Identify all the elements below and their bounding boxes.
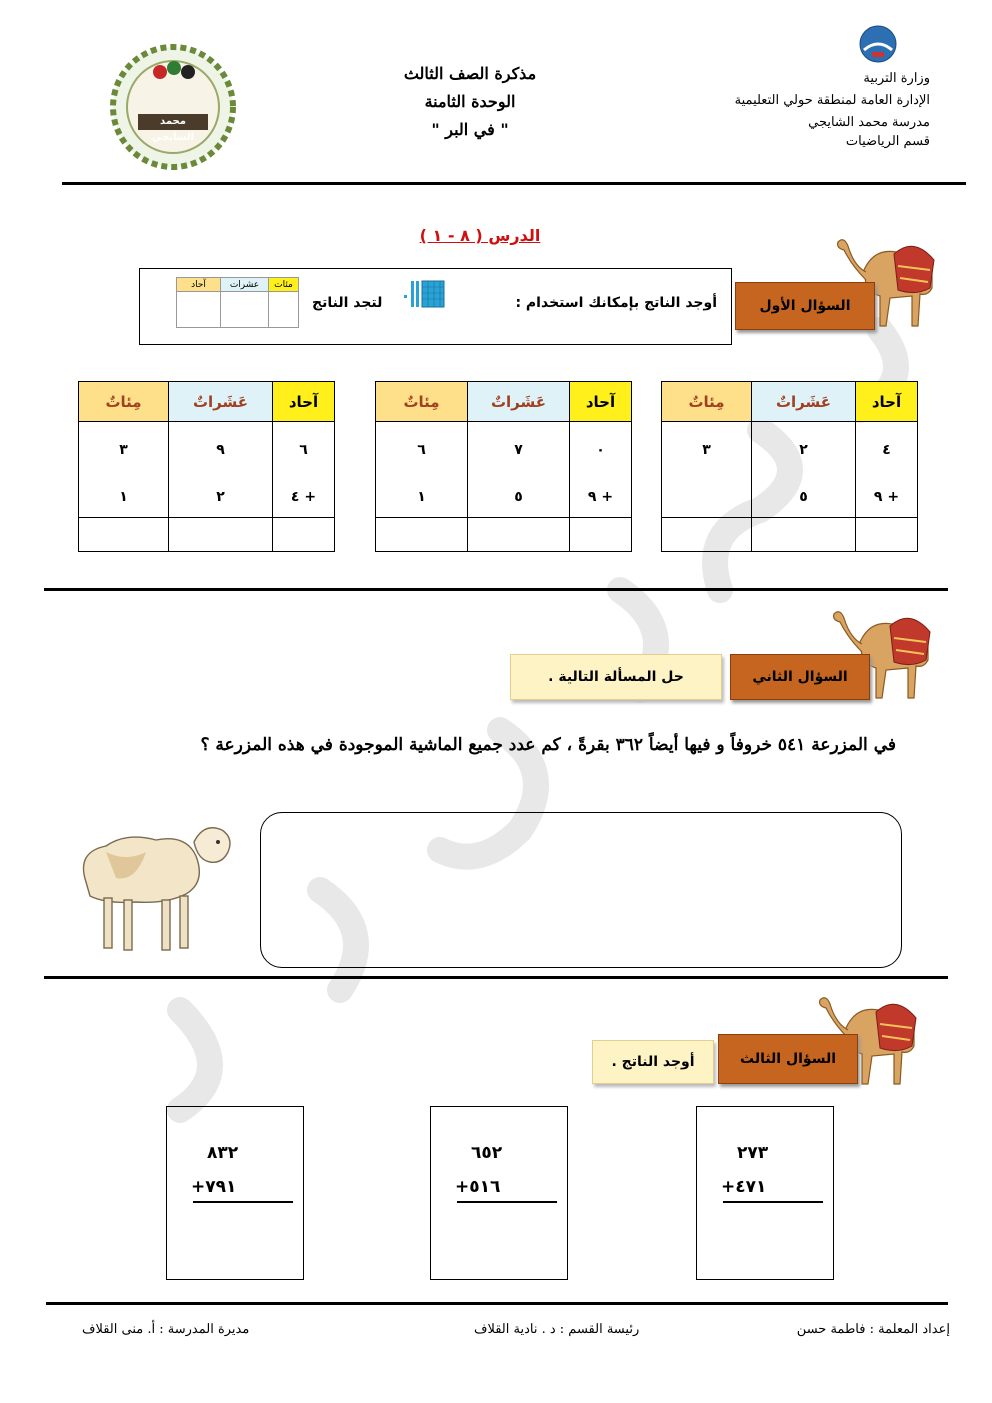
mini-cell[interactable] <box>177 292 221 328</box>
title-line: الوحدة الثامنة <box>424 92 516 111</box>
header-ones: آحاد <box>273 382 335 422</box>
sheep-icon <box>66 812 238 962</box>
ministry-block <box>670 68 930 150</box>
addition-box <box>696 1106 834 1280</box>
header-hundreds: مِئاتٌ <box>79 382 169 422</box>
header-ones: آحاد <box>856 382 918 422</box>
header-hundreds: مِئاتٌ <box>662 382 752 422</box>
header-ones: آحاد <box>570 382 632 422</box>
sum-line <box>457 1201 557 1203</box>
digit-cell: ٢ <box>752 422 856 478</box>
digit-cell: ٦ <box>376 422 468 478</box>
place-value-table <box>661 381 918 552</box>
instruction-text: أوجد الناتج بإمكانك استخدام : <box>515 295 717 311</box>
digit-cell: ٥ <box>752 478 856 518</box>
digit-cell: ٥ <box>468 478 570 518</box>
digit-cell: ٠ <box>570 422 632 478</box>
answer-cell[interactable] <box>273 518 335 552</box>
divider <box>44 976 948 979</box>
answer-cell[interactable] <box>856 518 918 552</box>
lesson-title: الدرس ( ٨ - ١ ) <box>419 226 541 245</box>
divider <box>46 1302 948 1305</box>
school-logo <box>108 42 238 172</box>
sum-line <box>193 1201 293 1203</box>
addend-top: ٢٧٣ <box>737 1143 769 1163</box>
mini-header-ones: آحاد <box>177 278 221 292</box>
digit-cell: + ٤ <box>273 478 335 518</box>
addend-bottom: +٧٩١ <box>191 1177 237 1197</box>
digit-cell: ٦ <box>273 422 335 478</box>
divider <box>62 182 966 185</box>
ministry-line: مدرسة محمد الشايجي <box>808 115 930 130</box>
place-value-table <box>375 381 632 552</box>
answer-box[interactable] <box>260 812 902 968</box>
digit-cell: ٣ <box>662 422 752 478</box>
answer-cell[interactable] <box>79 518 169 552</box>
digit-cell: + ٩ <box>570 478 632 518</box>
base-ten-blocks-icon <box>392 279 452 313</box>
digit-cell: ٤ <box>856 422 918 478</box>
mini-header-tens: عشرات <box>221 278 269 292</box>
ministry-emblem <box>858 24 898 64</box>
question-two-instruction: حل المسألة التالية . <box>510 654 722 700</box>
addend-top: ٨٣٢ <box>207 1143 239 1163</box>
digit-cell: ٢ <box>169 478 273 518</box>
mini-header-hundreds: مئات <box>269 278 299 292</box>
footer-department-head: رئيسة القسم : د . نادية القلاف <box>474 1322 640 1337</box>
addend-bottom: +٥١٦ <box>455 1177 501 1197</box>
digit-cell: ١ <box>79 478 169 518</box>
digit-cell: ٩ <box>169 422 273 478</box>
answer-cell[interactable] <box>376 518 468 552</box>
digit-cell: + ٩ <box>856 478 918 518</box>
footer-principal: مديرة المدرسة : أ. منى القلاف <box>82 1322 250 1337</box>
mini-place-value-chart <box>176 277 299 328</box>
question-three-badge: السؤال الثالث <box>718 1034 858 1084</box>
instruction-end-text: لتجد الناتج <box>312 295 383 311</box>
answer-cell[interactable] <box>752 518 856 552</box>
word-problem: في المزرعة ٥٤١ خروفاً و فيها أيضاً ٣٦٢ بقرةً ، كم عدد جميع الماشية الموجودة في هذه المزرعة ؟ <box>200 735 896 755</box>
question-two-badge: السؤال الثاني <box>730 654 870 700</box>
question-one-badge: السؤال الأول <box>735 282 875 330</box>
question-one-instruction-box <box>139 268 732 345</box>
addend-top: ٦٥٢ <box>471 1143 503 1163</box>
addend-bottom: +٤٧١ <box>721 1177 767 1197</box>
question-three-instruction: أوجد الناتج . <box>592 1040 714 1084</box>
ministry-line: الإدارة العامة لمنطقة حولي التعليمية <box>734 93 930 108</box>
header-tens: عَشَراتٌ <box>169 382 273 422</box>
answer-cell[interactable] <box>570 518 632 552</box>
header-tens: عَشَراتٌ <box>752 382 856 422</box>
header-tens: عَشَراتٌ <box>468 382 570 422</box>
ministry-line: قسم الرياضيات <box>845 134 930 149</box>
sum-line <box>723 1201 823 1203</box>
mini-cell[interactable] <box>221 292 269 328</box>
ministry-line: وزارة التربية <box>863 71 930 86</box>
answer-cell[interactable] <box>662 518 752 552</box>
title-line: مذكرة الصف الثالث <box>403 64 537 83</box>
mini-cell[interactable] <box>269 292 299 328</box>
page-title <box>360 60 580 144</box>
digit-cell <box>662 478 752 518</box>
digit-cell: ٣ <box>79 422 169 478</box>
digit-cell: ٧ <box>468 422 570 478</box>
footer-prepared-by: إعداد المعلمة : فاطمة حسن <box>796 1322 950 1337</box>
digit-cell: ١ <box>376 478 468 518</box>
answer-cell[interactable] <box>169 518 273 552</box>
divider <box>44 588 948 591</box>
logo-text: محمد الشايجي <box>151 116 195 143</box>
place-value-table <box>78 381 335 552</box>
title-line: " في البر " <box>431 120 509 139</box>
header-hundreds: مِئاتٌ <box>376 382 468 422</box>
answer-cell[interactable] <box>468 518 570 552</box>
addition-box <box>166 1106 304 1280</box>
addition-box <box>430 1106 568 1280</box>
